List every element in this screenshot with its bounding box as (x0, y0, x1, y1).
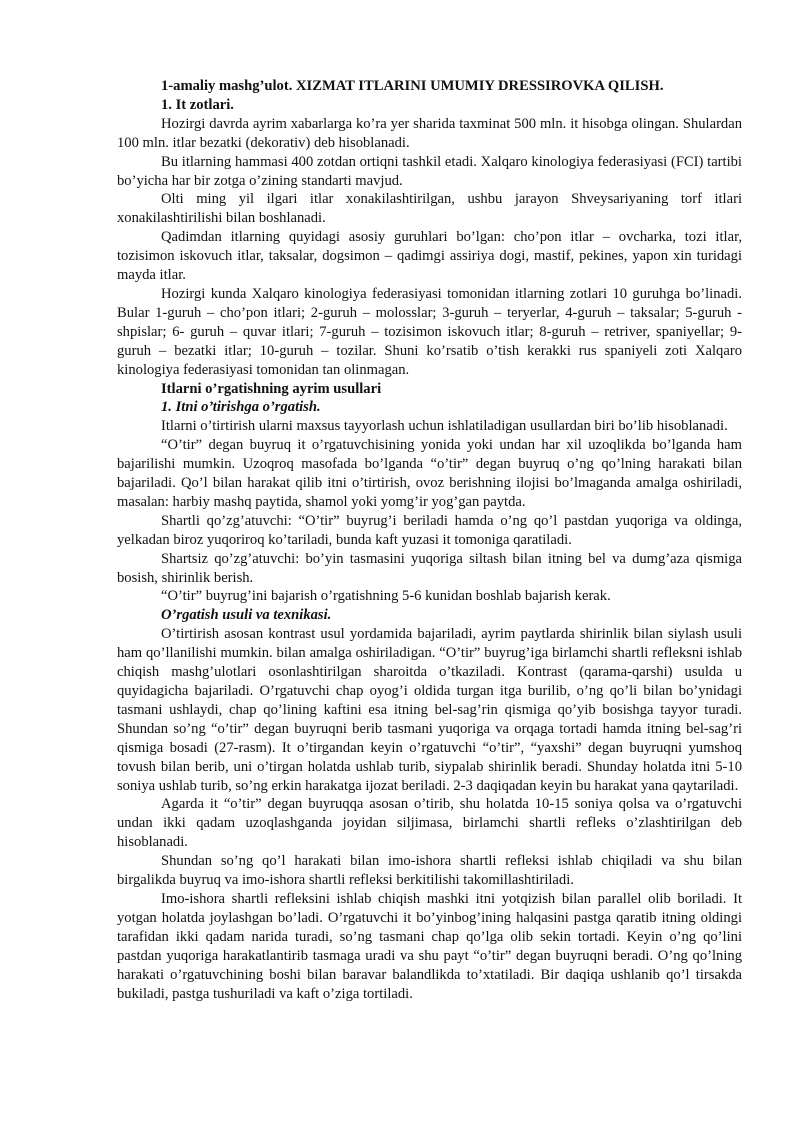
paragraph: Agarda it “o’tir” degan buyruqqa asosan o’tirib, shu holatda 10-15 soniya qolsa va o’rgatuvchi undan ikki qadam uzoqlashganda joyidan siljimasa, birlamchi shartli refleks o’zlashtirilgan deb hisoblanadi. (117, 796, 742, 851)
subsection-heading-sit-training: 1. Itni o’tirishga o’rgatish. (161, 399, 321, 416)
section-heading-training-methods: Itlarni o’rgatishning ayrim usullari (161, 380, 382, 397)
paragraph: Qadimdan itlarning quyidagi asosiy guruhlari bo’lgan: cho’pon itlar – ovcharka, tozi itlar, tozisimon iskovuch itlar, taksalar, dogsimon – qadimgi assiriya dogi, mastif, pekines, yapon xin turidagi mayda itlar. (117, 229, 742, 284)
paragraph: Shartli qo’zg’atuvchi: “O’tir” buyrug’i beriladi hamda o’ng qo’l pastdan yuqoriga va oldinga, yelkadan biroz yuqoriroq ko’tariladi, bunda kaft yuzasi it tomoniga qaratiladi. (117, 512, 742, 548)
document-title: 1-amaliy mashg’ulot. XIZMAT ITLARINI UMUMIY DRESSIROVKA QILISH. (161, 78, 664, 94)
paragraph: “O’tir” buyrug’ini bajarish o’rgatishning 5-6 kunidan boshlab bajarish kerak. (161, 588, 611, 605)
paragraph: O’tirtirish asosan kontrast usul yordamida bajariladi, ayrim paytlarda shirinlik bilan siylash usuli ham qo’llanilishi mumkin. bilan amalga oshiriladigan. “O’tir” buyrug’iga birlamchi shartli refleksni ishlab chiqish mashg’ulotlari osonlashtirilgan sharoitda o’tkaziladi. Kontrast (qarama-qarshi) usulda u quyidagicha bajariladi. O’rgatuvchi chap oyog’i oldida turgan itga burilib, o’ng qo’li bilan bo’ynidagi tasmani ushlaydi, chap qo’lining kaftini esa itning bel-sag’rin qismiga qo’yib bosishga tayyor turadi. Shundan so’ng “o’tir” degan buyruqni berib tasmani yuqoriga va orqaga tortadi hamda itning bel-sag’ri qismiga bosadi (27-rasm). It o’tirgandan keyin o’rgatuvchi “o’tir”, “yaxshi” degan buyruqni yumshoq tovush bilan berib, uni o’tirgan holatda ushlab turib, siypalab shirinlik beradi. Shunday holatda itni 5-10 soniya ushlab turib, so’ng erkin harakatga ijozat beriladi. 2-3 daqiqadan keyin bu harakat yana qaytariladi. (117, 626, 742, 794)
paragraph: Hozirgi kunda Xalqaro kinologiya federasiyasi tomonidan itlarning zotlari 10 guruhga bo’linadi. Bular 1-guruh – cho’pon itlari; 2-guruh – molosslar; 3-guruh – teryerlar, 4-guruh – taksalar; 5-guruh - shpislar; 6- guruh – quvar itlari; 7-guruh – tozisimon iskovuch itlar; 8-guruh – retriver, spaniyellar; 9-guruh – bezatki itlar; 10-guruh – tozilar. Shuni ko’rsatib o’tish kerakki rus spaniyeli zoti Xalqaro kinologiya federasiyasi tomonidan tan olinmagan. (117, 285, 742, 378)
paragraph: Bu itlarning hammasi 400 zotdan ortiqni tashkil etadi. Xalqaro kinologiya federasiyasi (FCI) tartibi bo’yicha har bir zotga o’zining standarti mavjud. (117, 153, 742, 189)
subsection-heading-technique: O’rgatish usuli va texnikasi. (161, 607, 332, 624)
paragraph: Shundan so’ng qo’l harakati bilan imo-ishora shartli refleksi ishlab chiqiladi va shu bilan birgalikda buyruq va imo-ishora shartli refleksi berkitilishi takomillashtiriladi. (117, 853, 742, 889)
paragraph: Itlarni o’tirtirish ularni maxsus tayyorlash uchun ishlatiladigan usullardan biri bo’lib hisoblanadi. (161, 418, 728, 435)
paragraph: Hozirgi davrda ayrim xabarlarga ko’ra yer sharida taxminat 500 mln. it hisobga olingan. Shulardan 100 mln. itlar bezatki (dekorativ) deb hisoblanadi. (117, 115, 742, 151)
paragraph: Olti ming yil ilgari itlar xonakilashtirilgan, ushbu jarayon Shveysariyaning torf itlari xonakilashtirilishi bilan boshlanadi. (117, 191, 742, 227)
section-heading-breeds: 1. It zotlari. (161, 96, 234, 113)
document-page (117, 77, 742, 1003)
paragraph: Shartsiz qo’zg’atuvchi: bo’yin tasmasini yuqoriga siltash bilan itning bel va dumg’aza qismiga bosish, shirinlik berish. (117, 550, 742, 586)
paragraph: Imo-ishora shartli refleksini ishlab chiqish mashki itni yotqizish bilan parallel olib boriladi. It yotgan holatda joylashgan bo’ladi. O’rgatuvchi it bo’yinbog’ining halqasini pastga qaratib itning oldingi tarafidan ikki qadam narida turadi, so’ng tasmani chap qo’lga olib sekin tortadi. Keyin o’ng qo’lini pastdan yuqoriga harakatlantirib tasmaga uradi va shu payt “o’tir” degan buyruqni beradi. O’ng qo’lning harakati o’rgatuvchining boshi bilan baravar balandlikda to’xtatiladi. Bir daqiqa ushlanib qo’l tirsakda bukiladi, pastga tushuriladi va kaft o’ziga tortiladi. (117, 890, 742, 1002)
paragraph: “O’tir” degan buyruq it o’rgatuvchisining yonida yoki undan har xil uzoqlikda bo’lganda ham bajarilishi mumkin. Uzoqroq masofada bo’lganda “o’tir” degan buyruq o’ng qo’lning harakati bilan bajariladi. Qo’l bilan harakat qilib itni o’tirtirish, ovoz berishning ilojisi bo’lmaganda amalga oshiriladi, masalan: harbiy mashq paytida, shamol yoki yomg’ir yog’gan paytda. (117, 437, 742, 510)
